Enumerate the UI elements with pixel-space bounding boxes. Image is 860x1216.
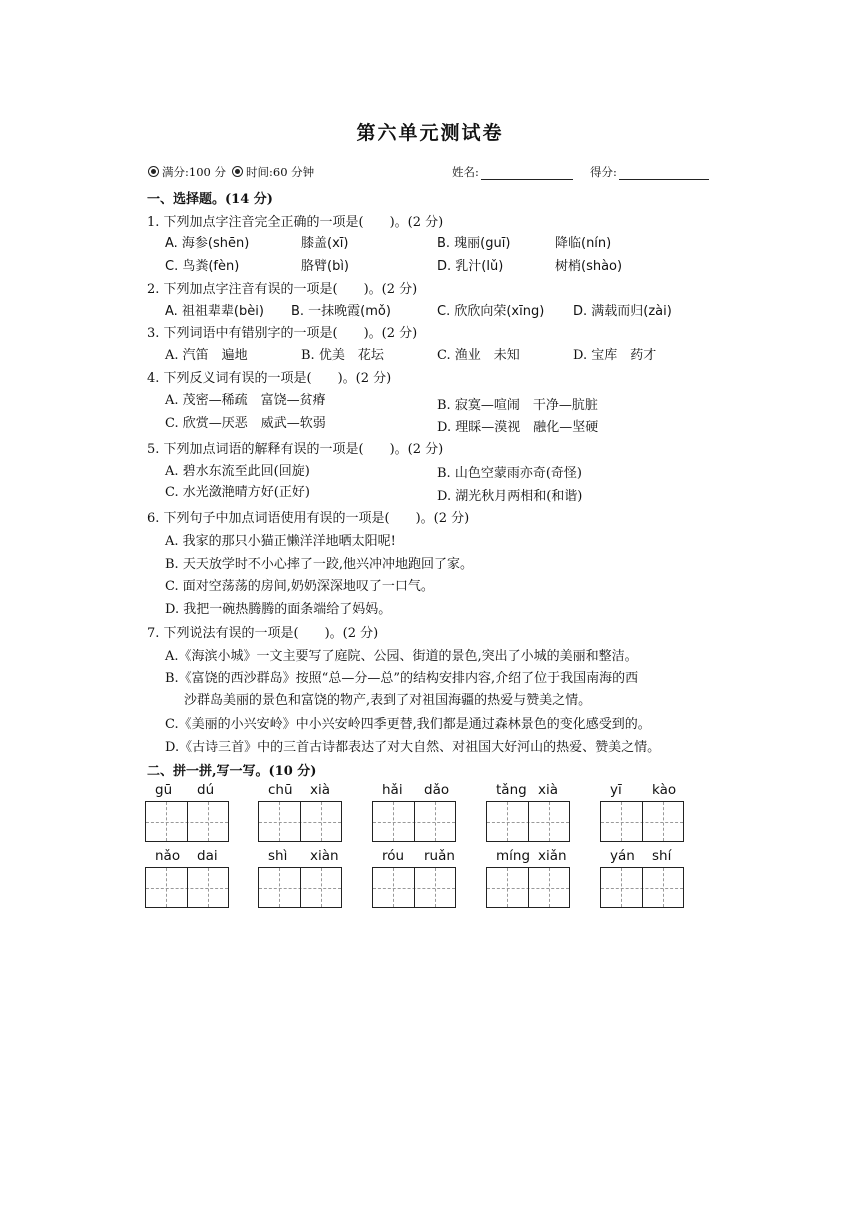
pinyin-syllable: chū	[268, 782, 293, 798]
pinyin-syllable: dǎo	[424, 782, 450, 798]
q6-option-b: B. 天天放学时不小心摔了一跤,他兴冲冲地跑回了家。	[165, 557, 473, 572]
q7-option-c: C.《美丽的小兴安岭》中小兴安岭四季更替,我们都是通过森林景色的变化感受到的。	[165, 717, 651, 732]
pinyin-syllable: míng	[496, 848, 531, 864]
pinyin-syllable: gū	[155, 782, 173, 798]
character-writing-box[interactable]	[600, 801, 684, 842]
q7-option-d: D.《古诗三首》中的三首古诗都表达了对大自然、对祖国大好河山的热爱、赞美之情。	[165, 740, 661, 755]
character-writing-box[interactable]	[486, 801, 570, 842]
character-writing-box[interactable]	[258, 801, 342, 842]
time-limit: 时间:60 分钟	[232, 164, 314, 180]
q1-option-c2: 胳臂(bì)	[301, 259, 350, 274]
q2-option-c: C. 欣欣向荣(xīng)	[437, 304, 545, 319]
q2-option-d: D. 满载而归(zài)	[573, 304, 672, 319]
pinyin-syllable: ruǎn	[424, 848, 455, 864]
q2-option-a: A. 祖祖辈辈(bèi)	[165, 304, 264, 319]
q1-option-d2: 树梢(shào)	[555, 259, 623, 274]
q1-option-a1: A. 海参(shēn)	[165, 236, 250, 251]
q6-option-c: C. 面对空荡荡的房间,奶奶深深地叹了一口气。	[165, 579, 434, 594]
q5-option-d: D. 湖光秋月两相和(和谐)	[437, 489, 583, 504]
pinyin-syllable: xiàn	[310, 848, 339, 864]
q3-option-d: D. 宝库 药才	[573, 348, 657, 363]
section-2-heading: 二、拼一拼,写一写。(10 分)	[147, 764, 317, 779]
full-score: 满分:100 分	[148, 164, 226, 180]
q4-option-b: B. 寂寞—喧闹 干净—肮脏	[437, 398, 598, 413]
q3-option-c: C. 渔业 未知	[437, 348, 520, 363]
pinyin-syllable: dú	[197, 782, 215, 798]
pinyin-syllable: shí	[652, 848, 672, 864]
q3-option-a: A. 汽笛 遍地	[165, 348, 248, 363]
character-writing-box[interactable]	[258, 867, 342, 908]
pinyin-syllable: xià	[538, 782, 559, 798]
character-writing-box[interactable]	[372, 801, 456, 842]
q7-option-b-line1: B.《富饶的西沙群岛》按照“总—分—总”的结构安排内容,介绍了位于我国南海的西	[165, 671, 639, 686]
q1-option-d1: D. 乳汁(lǔ)	[437, 259, 504, 274]
q6-option-d: D. 我把一碗热腾腾的面条端给了妈妈。	[165, 602, 392, 617]
q4-option-a: A. 茂密—稀疏 富饶—贫瘠	[165, 393, 326, 408]
character-writing-box[interactable]	[145, 867, 229, 908]
q1-option-a2: 膝盖(xī)	[301, 236, 349, 251]
pinyin-syllable: yī	[610, 782, 622, 798]
character-writing-box[interactable]	[372, 867, 456, 908]
bullseye-icon	[232, 166, 243, 177]
pinyin-syllable: xiǎn	[538, 848, 567, 864]
name-field[interactable]: 姓名:	[452, 164, 573, 180]
pinyin-syllable: shì	[268, 848, 288, 864]
q7-option-a: A.《海滨小城》一文主要写了庭院、公园、街道的景色,突出了小城的美丽和整洁。	[165, 649, 638, 664]
q4-stem: 4. 下列反义词有误的一项是( )。(2 分)	[147, 371, 392, 386]
bullseye-icon	[148, 166, 159, 177]
q5-stem: 5. 下列加点词语的解释有误的一项是( )。(2 分)	[147, 442, 444, 457]
pinyin-syllable: tǎng	[496, 782, 527, 798]
pinyin-syllable: kào	[652, 782, 677, 798]
q6-stem: 6. 下列句子中加点词语使用有误的一项是( )。(2 分)	[147, 511, 470, 526]
q3-option-b: B. 优美 花坛	[301, 348, 384, 363]
section-1-heading: 一、选择题。(14 分)	[147, 192, 273, 207]
q5-option-a: A. 碧水东流至此回(回旋)	[165, 464, 310, 479]
q7-option-b-line2: 沙群岛美丽的景色和富饶的物产,表到了对祖国海疆的热爱与赞美之情。	[184, 693, 592, 708]
pinyin-syllable: hǎi	[382, 782, 403, 798]
character-writing-box[interactable]	[486, 867, 570, 908]
pinyin-syllable: róu	[382, 848, 405, 864]
q4-option-d: D. 理睬—漠视 融化—坚硬	[437, 420, 599, 435]
page-title: 第六单元测试卷	[356, 122, 504, 144]
q1-option-c1: C. 鸟粪(fèn)	[165, 259, 240, 274]
q5-option-b: B. 山色空蒙雨亦奇(奇怪)	[437, 466, 582, 481]
q6-option-a: A. 我家的那只小猫正懒洋洋地晒太阳呢!	[165, 534, 396, 549]
q2-option-b: B. 一抹晚霞(mǒ)	[291, 304, 391, 319]
q5-option-c: C. 水光潋滟晴方好(正好)	[165, 485, 310, 500]
pinyin-syllable: xià	[310, 782, 331, 798]
character-writing-box[interactable]	[145, 801, 229, 842]
q7-stem: 7. 下列说法有误的一项是( )。(2 分)	[147, 626, 379, 641]
score-field[interactable]: 得分:	[590, 164, 709, 180]
character-writing-box[interactable]	[600, 867, 684, 908]
q3-stem: 3. 下列词语中有错别字的一项是( )。(2 分)	[147, 326, 418, 341]
q1-stem: 1. 下列加点字注音完全正确的一项是( )。(2 分)	[147, 215, 444, 230]
pinyin-syllable: yán	[610, 848, 635, 864]
pinyin-syllable: nǎo	[155, 848, 181, 864]
q1-option-b2: 降临(nín)	[555, 236, 612, 251]
q1-option-b1: B. 瑰丽(guī)	[437, 236, 511, 251]
q2-stem: 2. 下列加点字注音有误的一项是( )。(2 分)	[147, 282, 418, 297]
pinyin-syllable: dai	[197, 848, 218, 864]
q4-option-c: C. 欣赏—厌恶 威武—软弱	[165, 416, 326, 431]
